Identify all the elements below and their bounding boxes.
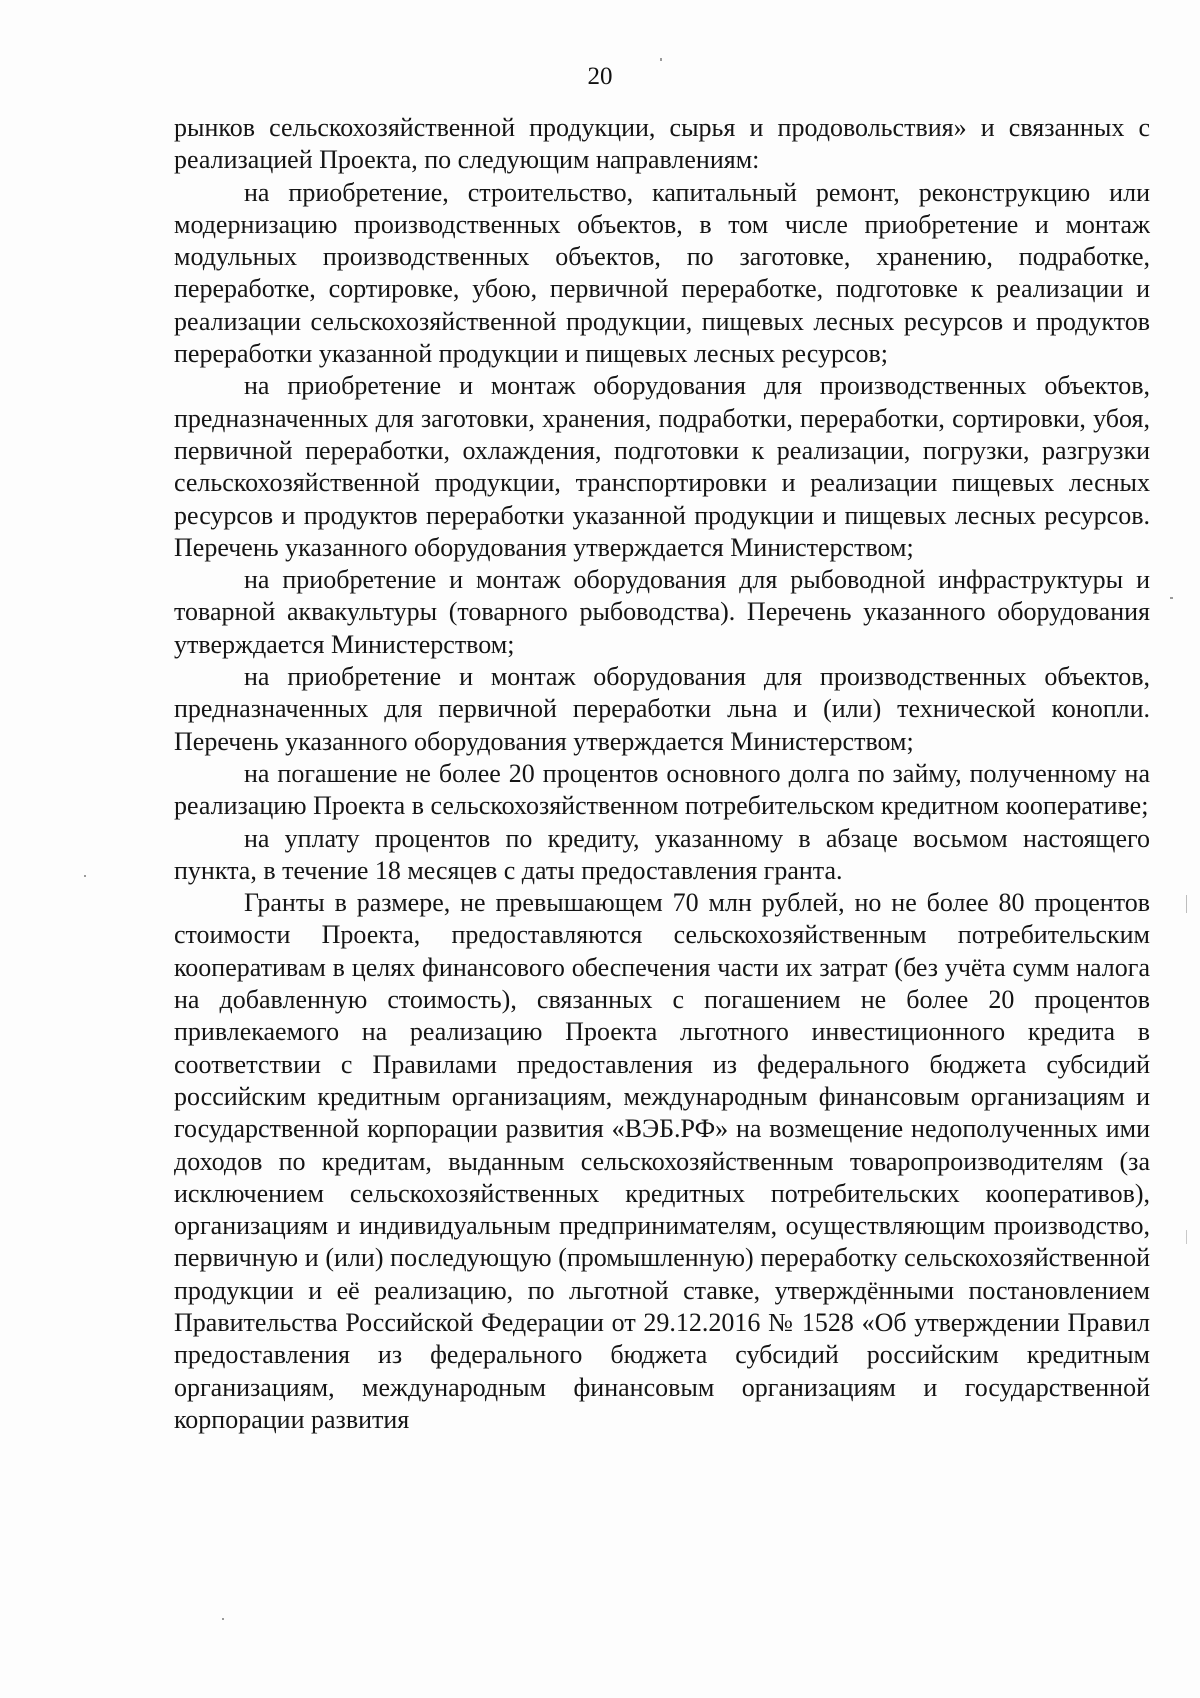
page-number: 20 [587, 63, 613, 90]
paragraph: на приобретение и монтаж оборудования для рыбоводной инфраструктуры и товарной аквакультуры (товарного рыбоводства). Перечень указанного оборудования утверждается Министерством; [174, 565, 1150, 659]
scan-artifact-dot [222, 1618, 224, 1620]
paragraph: на погашение не более 20 процентов основного долга по займу, полученному на реализацию Проекта в сельскохозяйственном потребительском кредитном кооперативе; [174, 758, 1150, 821]
scan-artifact-dot [660, 58, 662, 61]
document-body [174, 112, 1150, 1436]
paragraph: Гранты в размере, не превышающем 70 млн рублей, но не более 80 процентов стоимости Проекта, предоставляются сельскохозяйственным потребительским кооперативам в целях финансового обеспечения части их затрат (без учёта сумм налога на добавленную стоимость), связанных с погашением не более 20 процентов привлекаемого на реализацию Проекта льготного инвестиционного кредита в соответствии с Правилами предоставления из федерального бюджета субсидий российским кредитным организациям, международным финансовым организациям и государственной корпорации развития «ВЭБ.РФ» на возмещение недополученных ими доходов по кредитам, выданным сельскохозяйственным товаропроизводителям (за исключением сельскохозяйственных кредитных потребительских кооперативов), организациям и индивидуальным предпринимателям, осуществляющим производство, первичную и (или) последующую (промышленную) переработку сельскохозяйственной продукции и её реализацию, по льготной ставке, утверждёнными постановлением Правительства Российской Федерации от 29.12.2016 № 1528 «Об утверждении Правил предоставления из федерального бюджета субсидий российским кредитным организациям, международным финансовым организациям и государственной корпорации развития [174, 888, 1150, 1434]
scan-artifact-line [1186, 1230, 1187, 1244]
scan-artifact-line [1186, 895, 1187, 913]
scan-artifact-dot [84, 875, 86, 877]
paragraph: на приобретение и монтаж оборудования для производственных объектов, предназначенных для заготовки, хранения, подработки, переработки, сортировки, убоя, первичной переработки, охлаждения, подготовки к реализации, погрузки, разгрузки сельскохозяйственной продукции, транспортировки и реализации пищевых лесных ресурсов и продуктов переработки указанной продукции и пищевых лесных ресурсов. Перечень указанного оборудования утверждается Министерством; [174, 371, 1150, 562]
paragraph: на уплату процентов по кредиту, указанному в абзаце восьмом настоящего пункта, в течение 18 месяцев с даты предоставления гранта. [174, 823, 1150, 885]
scan-artifact-dot [1170, 597, 1173, 599]
paragraph: на приобретение и монтаж оборудования для производственных объектов, предназначенных для первичной переработки льна и (или) технической конопли. Перечень указанного оборудования утверждается Министерством; [174, 662, 1150, 756]
paragraph: на приобретение, строительство, капитальный ремонт, реконструкцию или модернизацию производственных объектов, в том числе приобретение и монтаж модульных производственных объектов, по заготовке, хранению, подработке, переработке, сортировке, убою, первичной переработке, подготовке к реализации и реализации сельскохозяйственной продукции, пищевых лесных ресурсов и продуктов переработки указанной продукции и пищевых лесных ресурсов; [174, 177, 1150, 369]
paragraph-continuation: рынков сельскохозяйственной продукции, сырья и продовольствия» и связанных с реализацией Проекта, по следующим направлениям: [174, 113, 1150, 175]
